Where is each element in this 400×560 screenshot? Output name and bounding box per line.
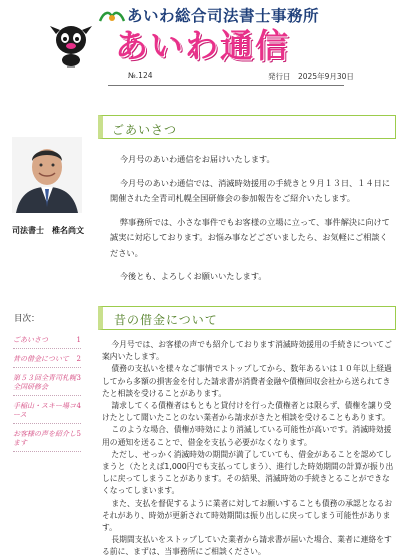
greeting-heading: ごあいさつ [112,123,178,137]
toc-item[interactable] [13,430,81,452]
toc-item-page: 3 [76,374,81,382]
toc-title: 目次： [14,314,40,324]
greeting-paragraph: 今月号のあいわ通信では、消滅時効援用の手続きと９月１３日、１４日に開催された全青司札幌全国研修会の参加報告をご紹介いたします。 [110,177,391,203]
greeting-paragraph: 今月号のあいわ通信をお届けいたします。 [119,154,275,164]
toc-item-label: 手稲山・スキー場コース [13,402,76,419]
header-divider [108,85,344,86]
toc-item-page: 5 [76,430,81,438]
debt-body [102,339,394,559]
toc-item-page: 1 [76,336,81,344]
toc-item-label: 昔の借金について [13,355,69,363]
author-photo [12,137,82,213]
author-name: 司法書士 椎名尚文 [12,226,84,235]
debt-paragraph: ただし、せっかく消滅時効の期間が満了していても、借金があることを認めてしまうと（たとえば1,000円でも支払ってしまう）、進行した時効期間の計算が振り出しに戻ってしまうことがあります。その結果、消滅時効の手続きとることができなくなってしまいます。 [102,449,394,496]
debt-paragraph: また、支払を督促するように業者に対してお願いすることも債務の承認となるおそれがあり、時効が更新されて時効期間は振り出しに戻ってしまう可能性があります。 [102,498,393,533]
toc-item[interactable] [13,336,81,349]
issue-number: №.124 [128,71,153,80]
debt-heading: 昔の借金について [114,313,218,327]
toc-item-label: ごあいさつ [13,336,48,344]
toc-item[interactable] [13,374,81,396]
greeting-paragraph: 今後とも、よろしくお願いいたします。 [119,271,267,281]
publication-date: 発行日 2025年9月30日 [268,72,354,81]
masthead-title: あいわ通信 [115,26,290,65]
table-of-contents [13,336,81,458]
toc-item[interactable] [13,402,81,424]
greeting-body [110,152,392,293]
debt-paragraph: このような場合、債権が時効により消滅している可能性が高いです。消滅時効援用の通知を送ることで、借金を支払う必要がなくなります。 [102,425,392,447]
office-name: あいわ総合司法書士事務所 [127,7,320,25]
toc-item-label: 第５３回全青司札幌全国研修会 [13,374,76,391]
toc-item-page: 4 [76,402,81,410]
debt-paragraph: 債務の支払いを様々なご事情でストップしてから、数年あるいは１０年以上経過してから多額の損害金を付した請求書が消費者金融や債権回収会社から送られてきたと相談を受けることがあります。 [102,364,392,398]
debt-paragraph: 今月号では、お客様の声でも紹介しております消滅時効援用の手続きについてご案内いたします。 [102,340,392,362]
toc-item-label: お客様の声を紹介します [13,430,76,447]
toc-item-page: 2 [76,355,81,363]
debt-paragraph: 請求してくる債権者はもともと貸付けを行った債権者とは限らず、債権を譲り受けたとして聞いたことのない業者から請求がきたと相談を受けることもあります。 [102,401,392,423]
greeting-paragraph: 弊事務所では、小さな事件でもお客様の立場に立って、事件解決に向けて誠実に対応しております。お悩み事などございましたら、お気軽にご相談ください。 [110,216,390,258]
toc-item[interactable] [13,355,81,368]
mascot-icon [48,16,94,72]
debt-paragraph: 長期間支払いをストップしていた業者から請求書が届いた場合、業者に連絡をする前に、まずは、当事務所にご相談ください。 [102,535,392,557]
